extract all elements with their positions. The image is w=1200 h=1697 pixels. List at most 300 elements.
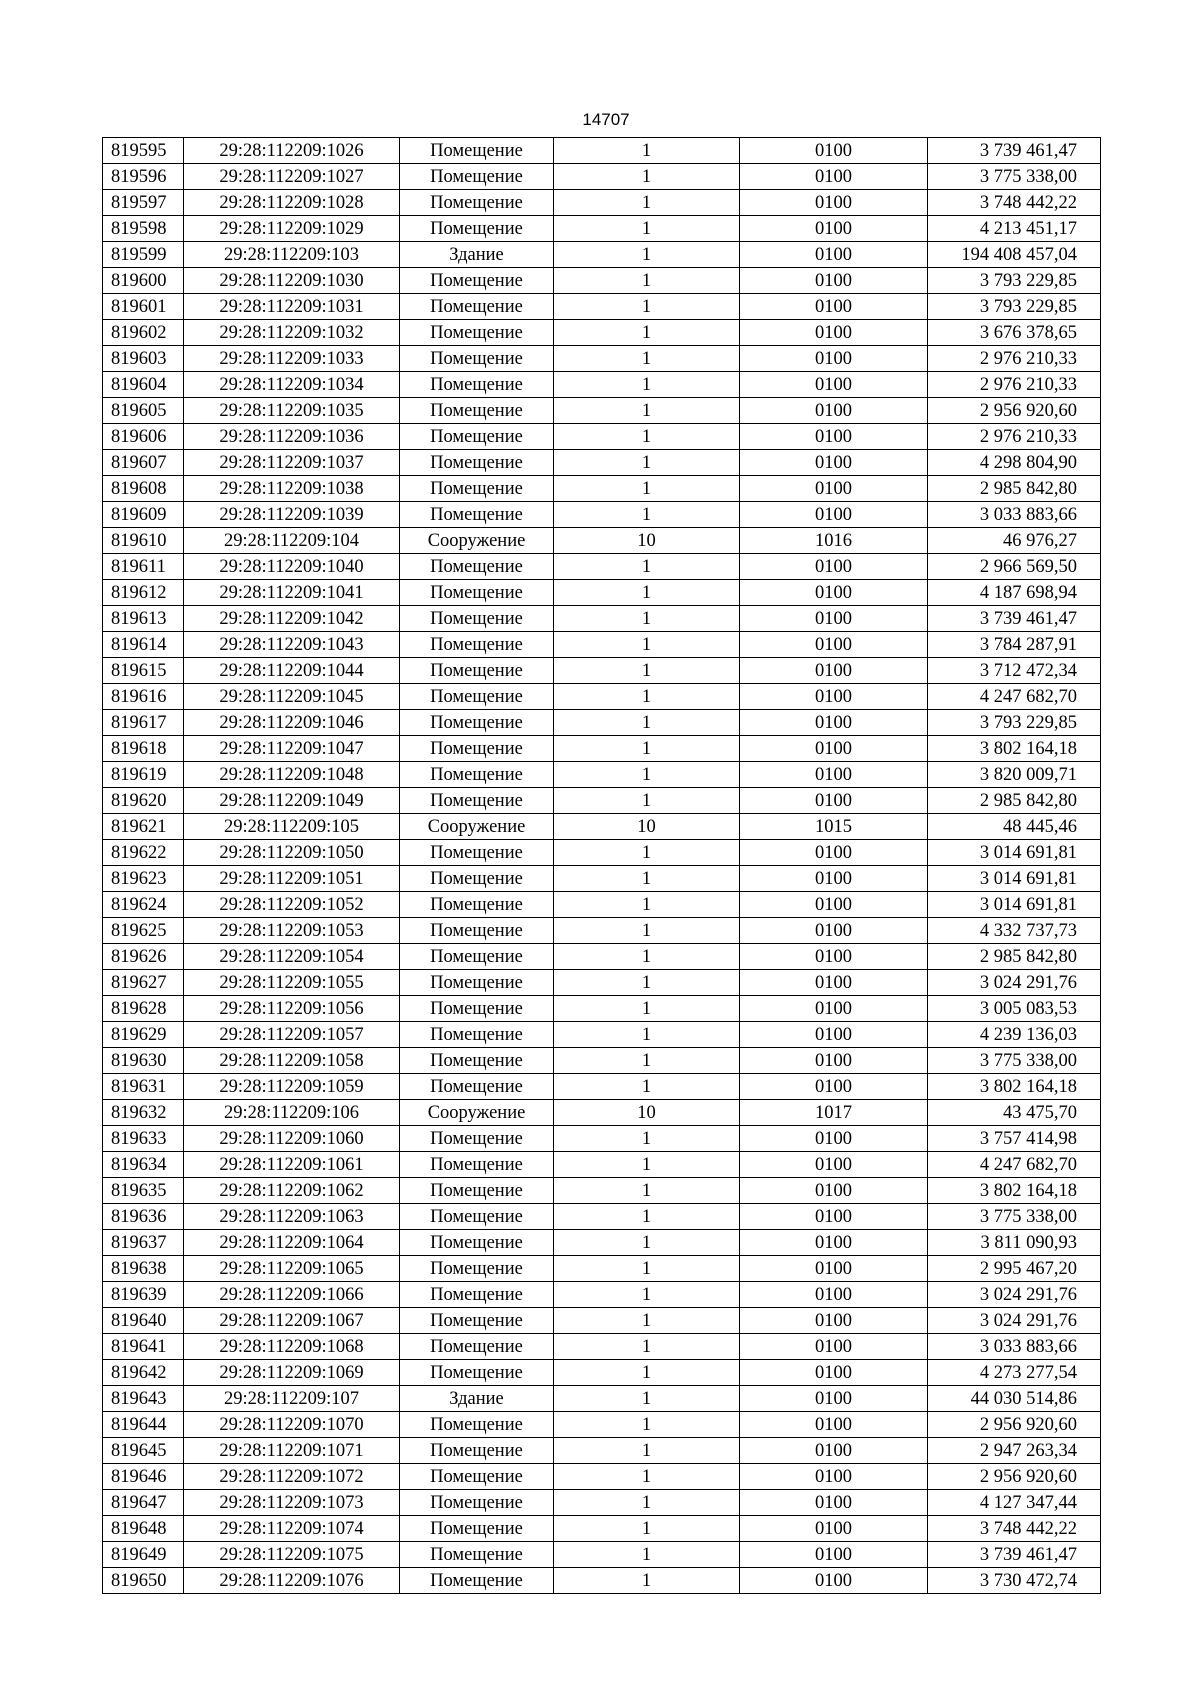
object-type-cell: Помещение — [400, 1334, 554, 1360]
code-cell: 0100 — [740, 996, 928, 1022]
object-type-cell: Помещение — [400, 1412, 554, 1438]
record-number-cell: 819613 — [103, 606, 184, 632]
table-row — [103, 1542, 1101, 1568]
cadastral-number-cell: 29:28:112209:1040 — [184, 554, 400, 580]
cadastral-value-cell: 3 757 414,98 — [928, 1126, 1101, 1152]
cadastral-number-cell: 29:28:112209:1070 — [184, 1412, 400, 1438]
table-row — [103, 190, 1101, 216]
quantity-cell: 1 — [554, 580, 740, 606]
record-number-cell: 819639 — [103, 1282, 184, 1308]
code-cell: 0100 — [740, 138, 928, 164]
cadastral-number-cell: 29:28:112209:1051 — [184, 866, 400, 892]
cadastral-number-cell: 29:28:112209:1056 — [184, 996, 400, 1022]
record-number-cell: 819632 — [103, 1100, 184, 1126]
code-cell: 0100 — [740, 788, 928, 814]
table-row — [103, 970, 1101, 996]
code-cell: 0100 — [740, 658, 928, 684]
cadastral-value-cell: 194 408 457,04 — [928, 242, 1101, 268]
code-cell: 0100 — [740, 1126, 928, 1152]
cadastral-value-cell: 3 730 472,74 — [928, 1568, 1101, 1594]
record-number-cell: 819643 — [103, 1386, 184, 1412]
table-row — [103, 216, 1101, 242]
quantity-cell: 1 — [554, 450, 740, 476]
cadastral-number-cell: 29:28:112209:1032 — [184, 320, 400, 346]
object-type-cell: Помещение — [400, 632, 554, 658]
table-row — [103, 346, 1101, 372]
record-number-cell: 819644 — [103, 1412, 184, 1438]
table-row — [103, 866, 1101, 892]
cadastral-value-cell: 4 247 682,70 — [928, 1152, 1101, 1178]
code-cell: 0100 — [740, 866, 928, 892]
quantity-cell: 1 — [554, 1256, 740, 1282]
table-row — [103, 1048, 1101, 1074]
code-cell: 0100 — [740, 840, 928, 866]
record-number-cell: 819612 — [103, 580, 184, 606]
object-type-cell: Помещение — [400, 268, 554, 294]
cadastral-value-cell: 4 187 698,94 — [928, 580, 1101, 606]
object-type-cell: Здание — [400, 242, 554, 268]
table-row — [103, 1256, 1101, 1282]
code-cell: 1015 — [740, 814, 928, 840]
cadastral-value-cell: 2 976 210,33 — [928, 424, 1101, 450]
object-type-cell: Помещение — [400, 1230, 554, 1256]
code-cell: 0100 — [740, 1516, 928, 1542]
quantity-cell: 1 — [554, 1516, 740, 1542]
table-row — [103, 1282, 1101, 1308]
quantity-cell: 1 — [554, 892, 740, 918]
cadastral-number-cell: 29:28:112209:1073 — [184, 1490, 400, 1516]
object-type-cell: Помещение — [400, 502, 554, 528]
table-row — [103, 814, 1101, 840]
record-number-cell: 819641 — [103, 1334, 184, 1360]
quantity-cell: 1 — [554, 1048, 740, 1074]
record-number-cell: 819637 — [103, 1230, 184, 1256]
code-cell: 0100 — [740, 1308, 928, 1334]
cadastral-number-cell: 29:28:112209:1044 — [184, 658, 400, 684]
record-number-cell: 819604 — [103, 372, 184, 398]
record-number-cell: 819598 — [103, 216, 184, 242]
quantity-cell: 1 — [554, 476, 740, 502]
object-type-cell: Сооружение — [400, 814, 554, 840]
quantity-cell: 1 — [554, 606, 740, 632]
cadastral-value-cell: 4 213 451,17 — [928, 216, 1101, 242]
cadastral-value-cell: 3 802 164,18 — [928, 736, 1101, 762]
object-type-cell: Помещение — [400, 1360, 554, 1386]
record-number-cell: 819648 — [103, 1516, 184, 1542]
cadastral-number-cell: 29:28:112209:1035 — [184, 398, 400, 424]
cadastral-number-cell: 29:28:112209:1068 — [184, 1334, 400, 1360]
table-row — [103, 554, 1101, 580]
cadastral-number-cell: 29:28:112209:1058 — [184, 1048, 400, 1074]
table-row — [103, 1022, 1101, 1048]
cadastral-number-cell: 29:28:112209:1036 — [184, 424, 400, 450]
record-number-cell: 819610 — [103, 528, 184, 554]
cadastral-number-cell: 29:28:112209:1054 — [184, 944, 400, 970]
cadastral-number-cell: 29:28:112209:1029 — [184, 216, 400, 242]
object-type-cell: Помещение — [400, 580, 554, 606]
record-number-cell: 819614 — [103, 632, 184, 658]
record-number-cell: 819618 — [103, 736, 184, 762]
record-number-cell: 819608 — [103, 476, 184, 502]
record-number-cell: 819626 — [103, 944, 184, 970]
quantity-cell: 10 — [554, 1100, 740, 1126]
cadastral-value-cell: 3 820 009,71 — [928, 762, 1101, 788]
quantity-cell: 1 — [554, 190, 740, 216]
cadastral-value-cell: 3 014 691,81 — [928, 892, 1101, 918]
cadastral-number-cell: 29:28:112209:1049 — [184, 788, 400, 814]
code-cell: 0100 — [740, 190, 928, 216]
cadastral-value-cell: 3 014 691,81 — [928, 866, 1101, 892]
table-row — [103, 1490, 1101, 1516]
table-row — [103, 398, 1101, 424]
quantity-cell: 1 — [554, 970, 740, 996]
cadastral-value-cell: 3 784 287,91 — [928, 632, 1101, 658]
table-row — [103, 1386, 1101, 1412]
object-type-cell: Помещение — [400, 1204, 554, 1230]
record-number-cell: 819596 — [103, 164, 184, 190]
code-cell: 0100 — [740, 1048, 928, 1074]
object-type-cell: Помещение — [400, 788, 554, 814]
record-number-cell: 819649 — [103, 1542, 184, 1568]
object-type-cell: Помещение — [400, 1022, 554, 1048]
record-number-cell: 819617 — [103, 710, 184, 736]
cadastral-number-cell: 29:28:112209:1041 — [184, 580, 400, 606]
table-row — [103, 788, 1101, 814]
record-number-cell: 819638 — [103, 1256, 184, 1282]
quantity-cell: 1 — [554, 502, 740, 528]
quantity-cell: 1 — [554, 1542, 740, 1568]
cadastral-number-cell: 29:28:112209:1072 — [184, 1464, 400, 1490]
table-row — [103, 294, 1101, 320]
code-cell: 0100 — [740, 502, 928, 528]
table-row — [103, 580, 1101, 606]
record-number-cell: 819605 — [103, 398, 184, 424]
code-cell: 0100 — [740, 1152, 928, 1178]
cadastral-value-cell: 2 985 842,80 — [928, 788, 1101, 814]
object-type-cell: Помещение — [400, 762, 554, 788]
cadastral-number-cell: 29:28:112209:1050 — [184, 840, 400, 866]
code-cell: 0100 — [740, 892, 928, 918]
cadastral-value-cell: 3 005 083,53 — [928, 996, 1101, 1022]
cadastral-value-cell: 3 775 338,00 — [928, 1204, 1101, 1230]
table-row — [103, 918, 1101, 944]
code-cell: 0100 — [740, 762, 928, 788]
cadastral-number-cell: 29:28:112209:1031 — [184, 294, 400, 320]
cadastral-number-cell: 29:28:112209:1063 — [184, 1204, 400, 1230]
cadastral-number-cell: 29:28:112209:1066 — [184, 1282, 400, 1308]
quantity-cell: 1 — [554, 684, 740, 710]
record-number-cell: 819635 — [103, 1178, 184, 1204]
code-cell: 0100 — [740, 736, 928, 762]
object-type-cell: Помещение — [400, 710, 554, 736]
object-type-cell: Помещение — [400, 476, 554, 502]
cadastral-number-cell: 29:28:112209:1034 — [184, 372, 400, 398]
quantity-cell: 1 — [554, 164, 740, 190]
object-type-cell: Помещение — [400, 1048, 554, 1074]
cadastral-number-cell: 29:28:112209:1038 — [184, 476, 400, 502]
table-row — [103, 736, 1101, 762]
record-number-cell: 819595 — [103, 138, 184, 164]
record-number-cell: 819647 — [103, 1490, 184, 1516]
object-type-cell: Помещение — [400, 216, 554, 242]
quantity-cell: 1 — [554, 320, 740, 346]
cadastral-value-cell: 3 676 378,65 — [928, 320, 1101, 346]
quantity-cell: 1 — [554, 424, 740, 450]
object-type-cell: Помещение — [400, 1152, 554, 1178]
table-row — [103, 996, 1101, 1022]
quantity-cell: 1 — [554, 1438, 740, 1464]
object-type-cell: Помещение — [400, 1490, 554, 1516]
table-row — [103, 372, 1101, 398]
code-cell: 0100 — [740, 918, 928, 944]
record-number-cell: 819600 — [103, 268, 184, 294]
table-row — [103, 1204, 1101, 1230]
cadastral-number-cell: 29:28:112209:1062 — [184, 1178, 400, 1204]
cadastral-value-cell: 4 239 136,03 — [928, 1022, 1101, 1048]
quantity-cell: 1 — [554, 1490, 740, 1516]
record-number-cell: 819646 — [103, 1464, 184, 1490]
quantity-cell: 1 — [554, 762, 740, 788]
cadastral-number-cell: 29:28:112209:1039 — [184, 502, 400, 528]
code-cell: 0100 — [740, 1490, 928, 1516]
code-cell: 0100 — [740, 1386, 928, 1412]
quantity-cell: 1 — [554, 1074, 740, 1100]
cadastral-value-cell: 3 024 291,76 — [928, 970, 1101, 996]
quantity-cell: 1 — [554, 1022, 740, 1048]
record-number-cell: 819603 — [103, 346, 184, 372]
code-cell: 0100 — [740, 1256, 928, 1282]
record-number-cell: 819607 — [103, 450, 184, 476]
object-type-cell: Помещение — [400, 1282, 554, 1308]
table-row — [103, 1438, 1101, 1464]
cadastral-value-cell: 43 475,70 — [928, 1100, 1101, 1126]
cadastral-value-cell: 3 775 338,00 — [928, 1048, 1101, 1074]
code-cell: 0100 — [740, 1542, 928, 1568]
cadastral-value-cell: 3 802 164,18 — [928, 1074, 1101, 1100]
record-number-cell: 819627 — [103, 970, 184, 996]
object-type-cell: Помещение — [400, 164, 554, 190]
object-type-cell: Помещение — [400, 190, 554, 216]
cadastral-number-cell: 29:28:112209:1052 — [184, 892, 400, 918]
cadastral-number-cell: 29:28:112209:105 — [184, 814, 400, 840]
code-cell: 0100 — [740, 554, 928, 580]
object-type-cell: Помещение — [400, 554, 554, 580]
quantity-cell: 1 — [554, 840, 740, 866]
table-row — [103, 684, 1101, 710]
code-cell: 0100 — [740, 164, 928, 190]
object-type-cell: Помещение — [400, 996, 554, 1022]
record-number-cell: 819640 — [103, 1308, 184, 1334]
cadastral-number-cell: 29:28:112209:1069 — [184, 1360, 400, 1386]
record-number-cell: 819633 — [103, 1126, 184, 1152]
object-type-cell: Помещение — [400, 944, 554, 970]
quantity-cell: 1 — [554, 866, 740, 892]
quantity-cell: 1 — [554, 658, 740, 684]
cadastral-number-cell: 29:28:112209:1053 — [184, 918, 400, 944]
object-type-cell: Помещение — [400, 294, 554, 320]
quantity-cell: 1 — [554, 1308, 740, 1334]
record-number-cell: 819645 — [103, 1438, 184, 1464]
object-type-cell: Помещение — [400, 684, 554, 710]
object-type-cell: Сооружение — [400, 528, 554, 554]
record-number-cell: 819616 — [103, 684, 184, 710]
quantity-cell: 1 — [554, 1360, 740, 1386]
object-type-cell: Помещение — [400, 1438, 554, 1464]
object-type-cell: Помещение — [400, 1568, 554, 1594]
table-row — [103, 242, 1101, 268]
code-cell: 1016 — [740, 528, 928, 554]
quantity-cell: 1 — [554, 944, 740, 970]
code-cell: 0100 — [740, 1438, 928, 1464]
code-cell: 0100 — [740, 710, 928, 736]
cadastral-value-cell: 44 030 514,86 — [928, 1386, 1101, 1412]
quantity-cell: 1 — [554, 138, 740, 164]
quantity-cell: 1 — [554, 372, 740, 398]
quantity-cell: 1 — [554, 1204, 740, 1230]
object-type-cell: Помещение — [400, 606, 554, 632]
cadastral-number-cell: 29:28:112209:1048 — [184, 762, 400, 788]
cadastral-number-cell: 29:28:112209:1059 — [184, 1074, 400, 1100]
table-row — [103, 658, 1101, 684]
cadastral-value-cell: 3 748 442,22 — [928, 190, 1101, 216]
cadastral-value-cell: 2 966 569,50 — [928, 554, 1101, 580]
code-cell: 0100 — [740, 346, 928, 372]
code-cell: 0100 — [740, 580, 928, 606]
object-type-cell: Помещение — [400, 1178, 554, 1204]
record-number-cell: 819601 — [103, 294, 184, 320]
object-type-cell: Помещение — [400, 866, 554, 892]
cadastral-value-cell: 3 811 090,93 — [928, 1230, 1101, 1256]
code-cell: 0100 — [740, 450, 928, 476]
cadastral-number-cell: 29:28:112209:1028 — [184, 190, 400, 216]
quantity-cell: 1 — [554, 398, 740, 424]
code-cell: 0100 — [740, 1464, 928, 1490]
cadastral-number-cell: 29:28:112209:1030 — [184, 268, 400, 294]
cadastral-value-cell: 2 985 842,80 — [928, 476, 1101, 502]
cadastral-number-cell: 29:28:112209:1045 — [184, 684, 400, 710]
quantity-cell: 1 — [554, 1230, 740, 1256]
record-number-cell: 819620 — [103, 788, 184, 814]
table-row — [103, 1230, 1101, 1256]
code-cell: 0100 — [740, 632, 928, 658]
object-type-cell: Помещение — [400, 424, 554, 450]
table-row — [103, 320, 1101, 346]
table-row — [103, 762, 1101, 788]
quantity-cell: 1 — [554, 1126, 740, 1152]
record-number-cell: 819623 — [103, 866, 184, 892]
record-number-cell: 819602 — [103, 320, 184, 346]
record-number-cell: 819609 — [103, 502, 184, 528]
cadastral-number-cell: 29:28:112209:103 — [184, 242, 400, 268]
cadastral-value-cell: 3 748 442,22 — [928, 1516, 1101, 1542]
code-cell: 0100 — [740, 476, 928, 502]
quantity-cell: 1 — [554, 1386, 740, 1412]
quantity-cell: 1 — [554, 216, 740, 242]
object-type-cell: Помещение — [400, 918, 554, 944]
record-number-cell: 819631 — [103, 1074, 184, 1100]
object-type-cell: Помещение — [400, 398, 554, 424]
quantity-cell: 1 — [554, 242, 740, 268]
cadastral-value-cell: 2 976 210,33 — [928, 372, 1101, 398]
cadastral-value-cell: 3 739 461,47 — [928, 138, 1101, 164]
table-row — [103, 606, 1101, 632]
table-row — [103, 1308, 1101, 1334]
code-cell: 0100 — [740, 684, 928, 710]
object-type-cell: Помещение — [400, 840, 554, 866]
object-type-cell: Помещение — [400, 320, 554, 346]
cadastral-value-cell: 3 712 472,34 — [928, 658, 1101, 684]
quantity-cell: 10 — [554, 814, 740, 840]
record-number-cell: 819650 — [103, 1568, 184, 1594]
object-type-cell: Помещение — [400, 372, 554, 398]
table-row — [103, 1152, 1101, 1178]
object-type-cell: Помещение — [400, 1126, 554, 1152]
object-type-cell: Помещение — [400, 1464, 554, 1490]
object-type-cell: Сооружение — [400, 1100, 554, 1126]
cadastral-value-cell: 3 739 461,47 — [928, 1542, 1101, 1568]
cadastral-value-cell: 4 298 804,90 — [928, 450, 1101, 476]
cadastral-number-cell: 29:28:112209:1033 — [184, 346, 400, 372]
cadastral-value-cell: 2 956 920,60 — [928, 1464, 1101, 1490]
code-cell: 1017 — [740, 1100, 928, 1126]
registry-table — [102, 137, 1101, 1594]
table-row — [103, 164, 1101, 190]
code-cell: 0100 — [740, 1334, 928, 1360]
cadastral-value-cell: 3 033 883,66 — [928, 1334, 1101, 1360]
table-row — [103, 840, 1101, 866]
page-number: 14707 — [582, 110, 630, 129]
cadastral-value-cell: 3 024 291,76 — [928, 1282, 1101, 1308]
code-cell: 0100 — [740, 1282, 928, 1308]
table-row — [103, 528, 1101, 554]
cadastral-number-cell: 29:28:112209:1042 — [184, 606, 400, 632]
quantity-cell: 1 — [554, 788, 740, 814]
quantity-cell: 10 — [554, 528, 740, 554]
record-number-cell: 819621 — [103, 814, 184, 840]
quantity-cell: 1 — [554, 346, 740, 372]
object-type-cell: Здание — [400, 1386, 554, 1412]
quantity-cell: 1 — [554, 1412, 740, 1438]
quantity-cell: 1 — [554, 918, 740, 944]
cadastral-number-cell: 29:28:112209:106 — [184, 1100, 400, 1126]
table-row — [103, 1100, 1101, 1126]
table-row — [103, 710, 1101, 736]
object-type-cell: Помещение — [400, 1074, 554, 1100]
cadastral-value-cell: 3 802 164,18 — [928, 1178, 1101, 1204]
cadastral-number-cell: 29:28:112209:1037 — [184, 450, 400, 476]
quantity-cell: 1 — [554, 554, 740, 580]
quantity-cell: 1 — [554, 710, 740, 736]
cadastral-value-cell: 3 793 229,85 — [928, 294, 1101, 320]
code-cell: 0100 — [740, 1568, 928, 1594]
object-type-cell: Помещение — [400, 658, 554, 684]
quantity-cell: 1 — [554, 632, 740, 658]
object-type-cell: Помещение — [400, 736, 554, 762]
quantity-cell: 1 — [554, 1464, 740, 1490]
quantity-cell: 1 — [554, 294, 740, 320]
record-number-cell: 819599 — [103, 242, 184, 268]
cadastral-value-cell: 3 024 291,76 — [928, 1308, 1101, 1334]
record-number-cell: 819625 — [103, 918, 184, 944]
cadastral-value-cell: 4 332 737,73 — [928, 918, 1101, 944]
table-row — [103, 944, 1101, 970]
cadastral-value-cell: 2 947 263,34 — [928, 1438, 1101, 1464]
registry-table-body — [103, 138, 1101, 1594]
record-number-cell: 819634 — [103, 1152, 184, 1178]
quantity-cell: 1 — [554, 268, 740, 294]
code-cell: 0100 — [740, 372, 928, 398]
table-row — [103, 1074, 1101, 1100]
